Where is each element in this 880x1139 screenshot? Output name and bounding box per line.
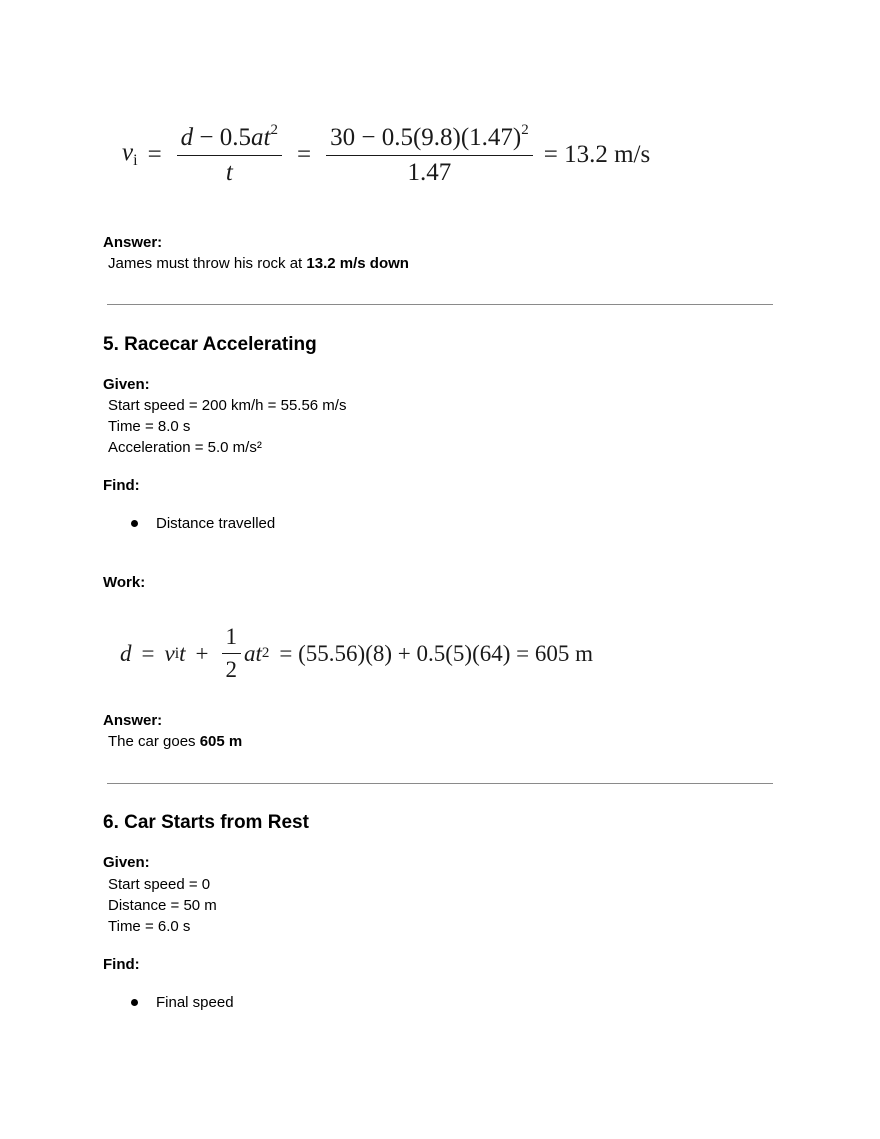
given-line: Start speed = 0 <box>108 876 211 893</box>
section-heading: 5. Racecar Accelerating <box>103 334 317 355</box>
eq-fraction-symbolic: $\frac{d - 0.5at^2}{t}$ <box>177 122 282 187</box>
divider <box>107 783 773 784</box>
given-line: Time = 6.0 s <box>108 918 191 935</box>
answer-text: James must throw his rock at 13.2 m/s down <box>108 255 409 272</box>
given-line: Acceleration = 5.0 m/s² <box>108 439 262 456</box>
divider <box>107 304 773 305</box>
velocity-equation: $v_i$ = $\frac{d - 0.5at^2}{t}$ = $\frac{30 - 0.5(9.8)(1.47)^2}{1.47}$ = 13.2 m/s <box>122 122 651 186</box>
given-label: Given: <box>103 854 150 871</box>
eq-lhs: $v_i$ <box>122 139 138 169</box>
find-label: Find: <box>103 956 140 973</box>
distance-equation: d = v i t + $\frac{1}{2}$ at 2 = (55.56)(8) + 0.5(5)(64) = 605 m <box>120 624 593 682</box>
answer-label: Answer: <box>103 234 163 251</box>
bullet-icon <box>131 520 138 527</box>
answer-text: The car goes 605 m <box>108 733 243 750</box>
given-label: Given: <box>103 376 150 393</box>
bullet-icon <box>131 999 138 1006</box>
eq-result: = 13.2 m/s <box>543 140 651 168</box>
work-label: Work: <box>103 574 146 591</box>
given-line: Start speed = 200 km/h = 55.56 m/s <box>108 397 347 414</box>
find-label: Find: <box>103 477 140 494</box>
answer-label: Answer: <box>103 712 163 729</box>
find-item: Final speed <box>131 994 234 1011</box>
given-line: Distance = 50 m <box>108 897 217 914</box>
find-item: Distance travelled <box>131 515 275 532</box>
section-heading: 6. Car Starts from Rest <box>103 812 309 833</box>
given-line: Time = 8.0 s <box>108 418 191 435</box>
eq-fraction-numeric: $\frac{30 - 0.5(9.8)(1.47)^2}{1.47}$ <box>326 122 533 187</box>
